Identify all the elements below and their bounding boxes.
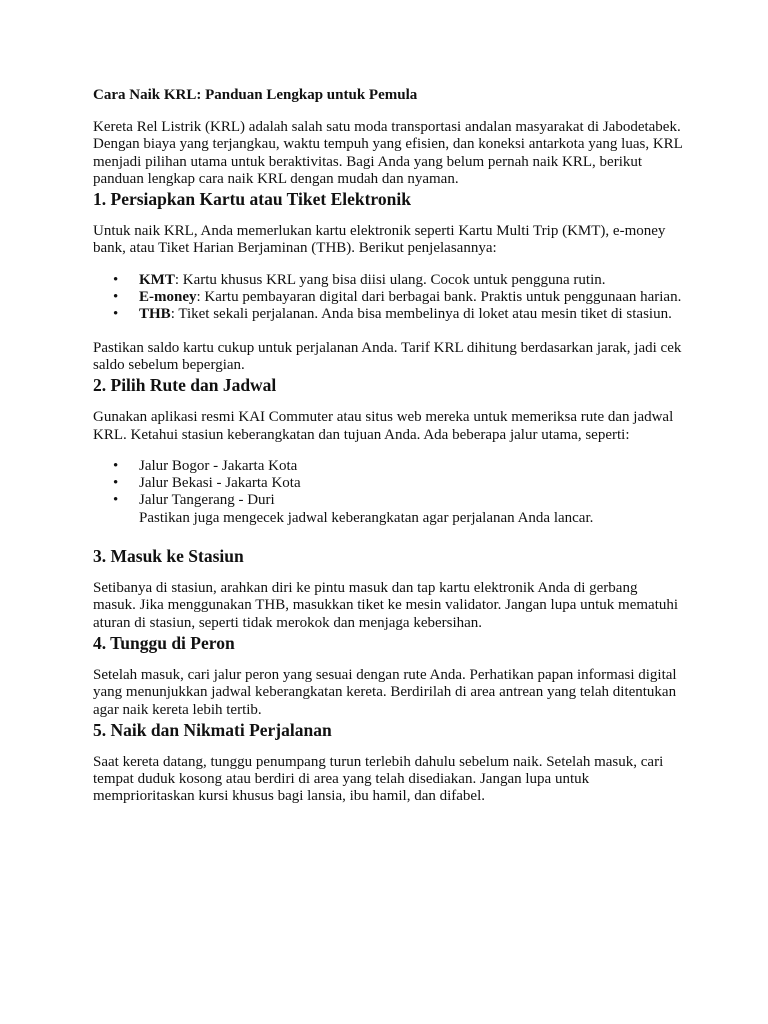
term-emoney: E-money — [139, 289, 197, 306]
desc-kmt: : Kartu khusus KRL yang bisa diisi ulang. Cocok untuk pengguna rutin. — [174, 271, 606, 288]
section-2-paragraph: Gunakan aplikasi resmi KAI Commuter atau situs web mereka untuk memeriksa rute dan jadwal KRL. Ketahui stasiun keberangkatan dan tujuan Anda. Ada beberapa jalur utama, seperti: — [93, 409, 674, 443]
section-5-paragraph: Saat kereta datang, tunggu penumpang turun terlebih dahulu sebelum naik. Setelah masuk, cari tempat duduk kosong atau berdiri di area yang telah disediakan. Jangan lupa untuk memprioritaskan kursi khusus bagi lansia, ibu hamil, dan difabel. — [93, 753, 664, 805]
schedule-note: Pastikan juga mengecek jadwal keberangkatan agar perjalanan Anda lancar. — [139, 509, 594, 526]
list-item-route-bogor: • Jalur Bogor - Jakarta Kota — [93, 458, 683, 475]
section-3-heading: 3. Masuk ke Stasiun — [93, 546, 244, 567]
list-item-route-bekasi: • Jalur Bekasi - Jakarta Kota — [93, 475, 683, 492]
list-item-thb — [93, 306, 683, 323]
list-item-emoney — [93, 289, 683, 306]
section-4-heading: 4. Tunggu di Peron — [93, 632, 235, 653]
section-4-paragraph: Setelah masuk, cari jalur peron yang sesuai dengan rute Anda. Perhatikan papan informasi digital yang menunjukkan jadwal keberangkatan kereta. Berdirilah di area antrean yang telah ditentukan agar naik kereta lebih tertib. — [93, 666, 677, 718]
document-title: Cara Naik KRL: Panduan Lengkap untuk Pemula — [93, 87, 418, 103]
section-3-paragraph: Setibanya di stasiun, arahkan diri ke pintu masuk dan tap kartu elektronik Anda di gerbang masuk. Jika menggunakan THB, masukkan tiket ke mesin validator. Jangan lupa untuk mematuhi aturan di stasiun, seperti tidak merokok dan menjaga kebersihan. — [93, 580, 679, 631]
intro-paragraph: Kereta Rel Listrik (KRL) adalah salah satu moda transportasi andalan masyarakat di Jabodetabek. Dengan biaya yang terjangkau, waktu tempuh yang efisien, dan koneksi antarkota yang luas, KRL menjadi pilihan utama untuk beraktivitas. Bagi Anda yang belum pernah naik KRL, berikut panduan lengkap cara naik KRL dengan mudah dan nyaman. — [93, 119, 683, 187]
route-tangerang-label: Jalur Tangerang - Duri — [139, 492, 275, 509]
section-1-paragraph-2: Pastikan saldo kartu cukup untuk perjalanan Anda. Tarif KRL dihitung berdasarkan jarak, jadi cek saldo sebelum bepergian. — [93, 339, 682, 373]
term-kmt: KMT — [139, 271, 175, 288]
term-thb: THB — [139, 306, 171, 323]
section-1-heading: 1. Persiapkan Kartu atau Tiket Elektronik — [93, 189, 411, 210]
desc-thb: : Tiket sekali perjalanan. Anda bisa membelinya di loket atau mesin tiket di stasiun. — [170, 306, 672, 323]
section-1-paragraph: Untuk naik KRL, Anda memerlukan kartu elektronik seperti Kartu Multi Trip (KMT), e-money bank, atau Tiket Harian Berjaminan (THB). Berikut penjelasannya: — [93, 223, 666, 257]
section-5-heading: 5. Naik dan Nikmati Perjalanan — [93, 719, 332, 740]
list-item-route-tangerang — [93, 492, 683, 527]
card-types-list — [93, 272, 683, 324]
document-page — [93, 86, 683, 806]
routes-list — [93, 458, 683, 527]
section-2-heading: 2. Pilih Rute dan Jadwal — [93, 375, 277, 396]
list-item-kmt — [93, 272, 683, 289]
desc-emoney: : Kartu pembayaran digital dari berbagai bank. Praktis untuk penggunaan harian. — [196, 289, 682, 306]
